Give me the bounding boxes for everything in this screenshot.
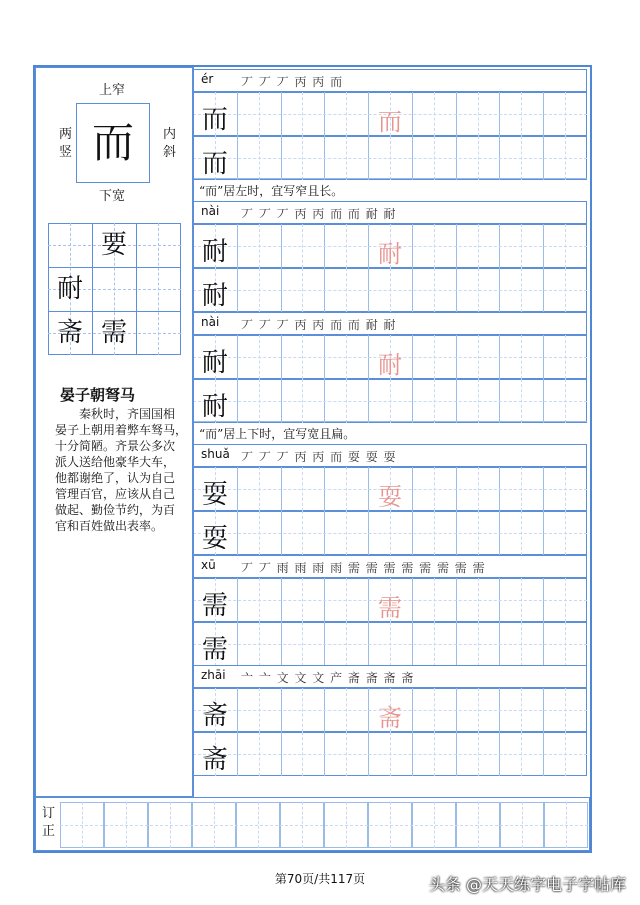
trace-char: 耐 bbox=[377, 351, 402, 379]
practice-char: 而 bbox=[201, 149, 228, 179]
row-stroke-order: 丆 丆 丆 丙 丙 而 而 耐 耐 bbox=[241, 207, 397, 221]
practice-char: 斋 bbox=[201, 701, 228, 731]
example-char: 斋 bbox=[56, 318, 83, 348]
trace-char: 耍 bbox=[377, 483, 402, 511]
bottom-label: 下宽 bbox=[99, 189, 126, 204]
story-line: 他都谢绝了，认为自己 bbox=[55, 471, 176, 485]
row-stroke-order: 丆 丆 丆 丙 丙 而 耍 耍 耍 bbox=[241, 450, 397, 464]
row-pinyin: nài bbox=[201, 315, 220, 329]
watermark: 头条 @天天练字电子字帖库 bbox=[428, 875, 626, 894]
practice-char: 耐 bbox=[201, 392, 228, 422]
row-note: “而”居左时，宜写窄且长。 bbox=[199, 184, 344, 198]
story-line: 派人送给他豪华大车， bbox=[55, 455, 176, 469]
right-label-top: 内 bbox=[163, 127, 177, 142]
story-line: 秦秋时，齐国国相 bbox=[55, 407, 176, 421]
example-char: 耐 bbox=[56, 274, 83, 304]
practice-char: 需 bbox=[201, 591, 228, 621]
practice-char: 斋 bbox=[201, 745, 228, 775]
row-pinyin: xū bbox=[201, 558, 216, 572]
practice-char: 耐 bbox=[201, 348, 228, 378]
story-line: 十分简陋。齐景公多次 bbox=[55, 439, 176, 453]
left-label-top: 两 bbox=[59, 127, 73, 142]
right-label-bottom: 斜 bbox=[163, 145, 177, 160]
practice-char: 耐 bbox=[201, 281, 228, 311]
row-stroke-order: 丆 丆 雨 雨 雨 雨 需 需 需 需 需 需 需 需 bbox=[241, 561, 486, 575]
row-pinyin: nài bbox=[201, 204, 220, 218]
practice-char: 而 bbox=[201, 105, 228, 135]
left-label-bottom: 竖 bbox=[59, 145, 73, 160]
story-body bbox=[55, 406, 187, 534]
example-char: 需 bbox=[100, 318, 127, 348]
row-stroke-order: 丆 丆 丆 丙 丙 而 bbox=[241, 75, 344, 89]
trace-char: 需 bbox=[377, 594, 402, 622]
story-line: 管理百官，应该从自己 bbox=[55, 487, 176, 501]
top-label: 上窄 bbox=[99, 83, 126, 98]
row-stroke-order: 亠 亠 文 文 文 产 斋 斋 斋 斋 bbox=[241, 671, 415, 685]
practice-char: 耍 bbox=[201, 480, 228, 510]
story-line: 做起、勤俭节约，为百 bbox=[55, 503, 176, 517]
story-line: 晏子上朝用着弊车驽马， bbox=[55, 423, 188, 437]
page-footer: 第70页/共117页 bbox=[274, 872, 366, 886]
row-pinyin: shuǎ bbox=[201, 447, 230, 461]
trace-char: 斋 bbox=[377, 704, 402, 732]
example-char: 要 bbox=[100, 230, 127, 260]
practice-char: 耐 bbox=[201, 237, 228, 267]
structure-char: 而 bbox=[91, 118, 134, 167]
correction-label-2: 正 bbox=[42, 824, 56, 839]
row-note: “而”居上下时，宜写宽且扁。 bbox=[199, 427, 356, 441]
story-line: 官和百姓做出表率。 bbox=[55, 519, 164, 533]
trace-char: 而 bbox=[377, 108, 402, 136]
row-pinyin: zhāi bbox=[201, 668, 226, 682]
row-pinyin: ér bbox=[201, 72, 214, 86]
practice-char: 耍 bbox=[201, 524, 228, 554]
trace-char: 耐 bbox=[377, 240, 402, 268]
row-stroke-order: 丆 丆 丆 丙 丙 而 而 耐 耐 bbox=[241, 318, 397, 332]
story-title: 晏子朝弩马 bbox=[60, 386, 136, 404]
practice-char: 需 bbox=[201, 635, 228, 665]
correction-label-1: 订 bbox=[42, 806, 56, 821]
